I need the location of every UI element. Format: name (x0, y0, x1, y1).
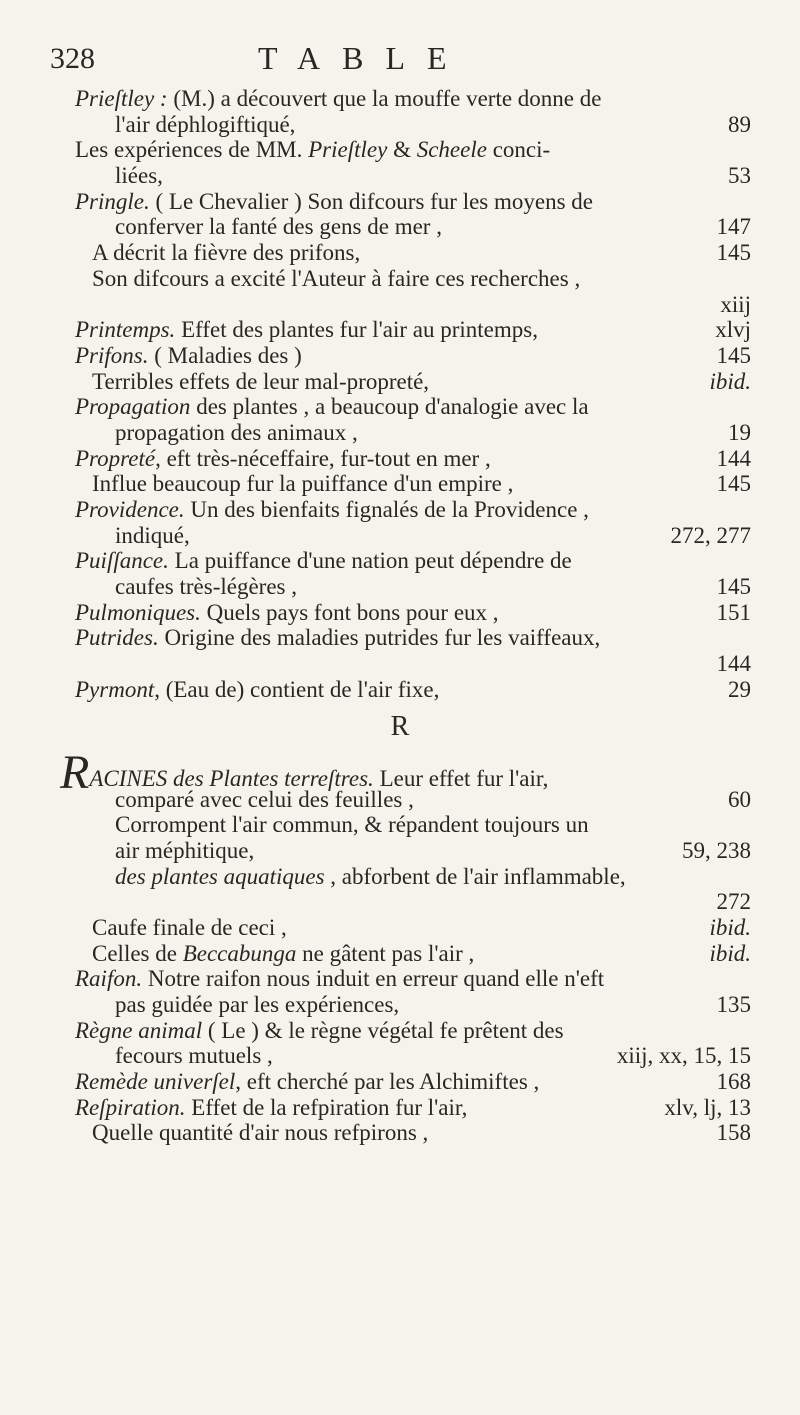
index-line (0, 369, 800, 395)
index-line (0, 1018, 800, 1044)
entry-text: Remède univerſel, eft cherché par les Alchimiftes , (75, 1069, 540, 1095)
index-line (0, 189, 800, 215)
index-line (0, 214, 800, 240)
page-reference: ibid. (709, 368, 751, 394)
page-reference: 145 (716, 342, 751, 368)
entry-text: fecours mutuels , (115, 1043, 273, 1069)
entry-text: Printemps. Effet des plantes fur l'air au printemps, (75, 317, 538, 343)
index-line (0, 1095, 800, 1121)
index-line (0, 677, 800, 703)
index-line (0, 86, 800, 112)
entry-text: Corrompent l'air commun, & répandent toujours un (115, 812, 589, 838)
page-reference: 144 (716, 651, 751, 677)
entry-text: R (390, 710, 410, 742)
index-line (0, 1120, 800, 1146)
index-line (0, 343, 800, 369)
page-reference: 60 (728, 786, 751, 812)
page-reference: 147 (716, 214, 751, 240)
running-head: TABLE (258, 40, 469, 76)
index-line (0, 915, 800, 941)
page-reference: 135 (716, 992, 751, 1017)
page-reference: 272, 277 (670, 522, 751, 548)
index-line (0, 838, 800, 864)
page-header (50, 42, 748, 82)
page-reference: 89 (728, 111, 751, 137)
entry-text: Caufe finale de ceci , (92, 914, 287, 940)
page-reference: ibid. (709, 914, 751, 940)
index-line (0, 523, 800, 549)
entry-text: Influe beaucoup fur la puiffance d'un empire , (92, 471, 514, 497)
index-line (0, 651, 800, 677)
index-line (0, 266, 800, 292)
page-reference: 29 (728, 676, 751, 702)
entry-text: propagation des animaux , (115, 419, 358, 445)
entry-text: Raifon. Notre raifon nous induit en erreur quand elle n'eft (75, 966, 605, 992)
entry-text: Celles de Beccabunga ne gâtent pas l'air , (92, 940, 475, 966)
index-line (0, 992, 800, 1018)
page-reference: 158 (716, 1120, 751, 1146)
entry-text: air méphitique, (115, 837, 255, 863)
page-reference: 145 (716, 471, 751, 497)
entry-text: Prieſtley : (M.) a découvert que la mouffe verte donne de (75, 86, 602, 111)
index-line (0, 941, 800, 967)
entry-text: l'air déphlogiftiqué, (115, 111, 296, 137)
entry-text: Pyrmont, (Eau de) contient de l'air fixe, (75, 676, 440, 702)
page-reference: xiij (720, 291, 751, 317)
entry-text: Pulmoniques. Quels pays font bons pour eux , (75, 599, 499, 625)
index-line (0, 1043, 800, 1069)
index-line (0, 889, 800, 915)
index-line (0, 812, 800, 838)
index-line (0, 864, 800, 890)
page-reference: xiij, xx, 15, 15 (616, 1043, 751, 1069)
entry-text: conferver la fanté des gens de mer , (115, 214, 442, 240)
index-line (0, 317, 800, 343)
index-line (0, 1069, 800, 1095)
index-line (0, 394, 800, 420)
entry-text: caufes très-légères , (115, 574, 297, 600)
entry-text: Quelle quantité d'air nous refpirons , (92, 1120, 429, 1146)
entry-text: Providence. Un des bienfaits fignalés de la Providence , (75, 497, 589, 522)
entry-text: Son difcours a excité l'Auteur à faire ces recherches , (92, 265, 581, 291)
index-line (0, 966, 800, 992)
page-reference: 145 (716, 574, 751, 600)
page-reference: ibid. (709, 940, 751, 966)
entry-text: Terribles effets de leur mal-propreté, (92, 368, 430, 394)
entry-text: liées, (115, 163, 163, 189)
page-reference: xlv, lj, 13 (664, 1094, 751, 1120)
entry-text: Pringle. ( Le Chevalier ) Son difcours fur les moyens de (75, 188, 594, 214)
index-line (0, 548, 800, 574)
entry-text: Règne animal ( Le ) & le règne végétal fe prêtent des (75, 1017, 564, 1043)
entry-text: indiqué, (115, 522, 190, 548)
index-line (0, 600, 800, 626)
index-line (0, 163, 800, 189)
entry-text: pas guidée par les expériences, (115, 992, 400, 1017)
index-line (0, 471, 800, 497)
index-line (0, 292, 800, 318)
page-reference: 272 (716, 889, 751, 915)
entry-text: des plantes aquatiques , abforbent de l'air inflammable, (115, 863, 626, 889)
index-line (0, 420, 800, 446)
entry-text: comparé avec celui des feuilles , (115, 786, 414, 812)
entry-text: Propreté, eft très-néceffaire, fur-tout en mer , (75, 445, 491, 471)
page-reference: 59, 238 (682, 837, 751, 863)
entry-text: Reſpiration. Effet de la refpiration fur l'air, (75, 1094, 468, 1120)
entry-text: Putrides. Origine des maladies putrides fur les vaiffeaux, (75, 625, 601, 651)
page-reference: 144 (716, 445, 751, 471)
entry-text: Puiſſance. La puiffance d'une nation peut dépendre de (75, 548, 572, 574)
page-number: 328 (50, 42, 95, 75)
index-line (0, 137, 800, 163)
index-line (0, 625, 800, 651)
index-line (0, 240, 800, 266)
page-reference: xlvj (715, 317, 751, 343)
section-letter (0, 703, 800, 751)
page-reference: 53 (728, 163, 751, 189)
entry-text: A décrit la fièvre des prifons, (92, 240, 361, 266)
index-line (0, 446, 800, 472)
entry-text: Les expériences de MM. Prieſtley & Scheele conci- (75, 137, 551, 163)
index-line (0, 574, 800, 600)
entry-text: Propagation des plantes , a beaucoup d'analogie avec la (75, 394, 589, 420)
index-line (0, 787, 800, 813)
entry-text: Prifons. ( Maladies des ) (75, 342, 302, 368)
page-reference: 145 (716, 240, 751, 266)
page-reference: 151 (716, 599, 751, 625)
page-reference: 19 (728, 419, 751, 445)
entry-text: RACINES des Plantes terreſtres. Leur effet fur l'air, (60, 745, 549, 799)
index-line (0, 497, 800, 523)
index-entries (0, 86, 800, 1146)
page-reference: 168 (716, 1069, 751, 1095)
index-line (0, 112, 800, 138)
